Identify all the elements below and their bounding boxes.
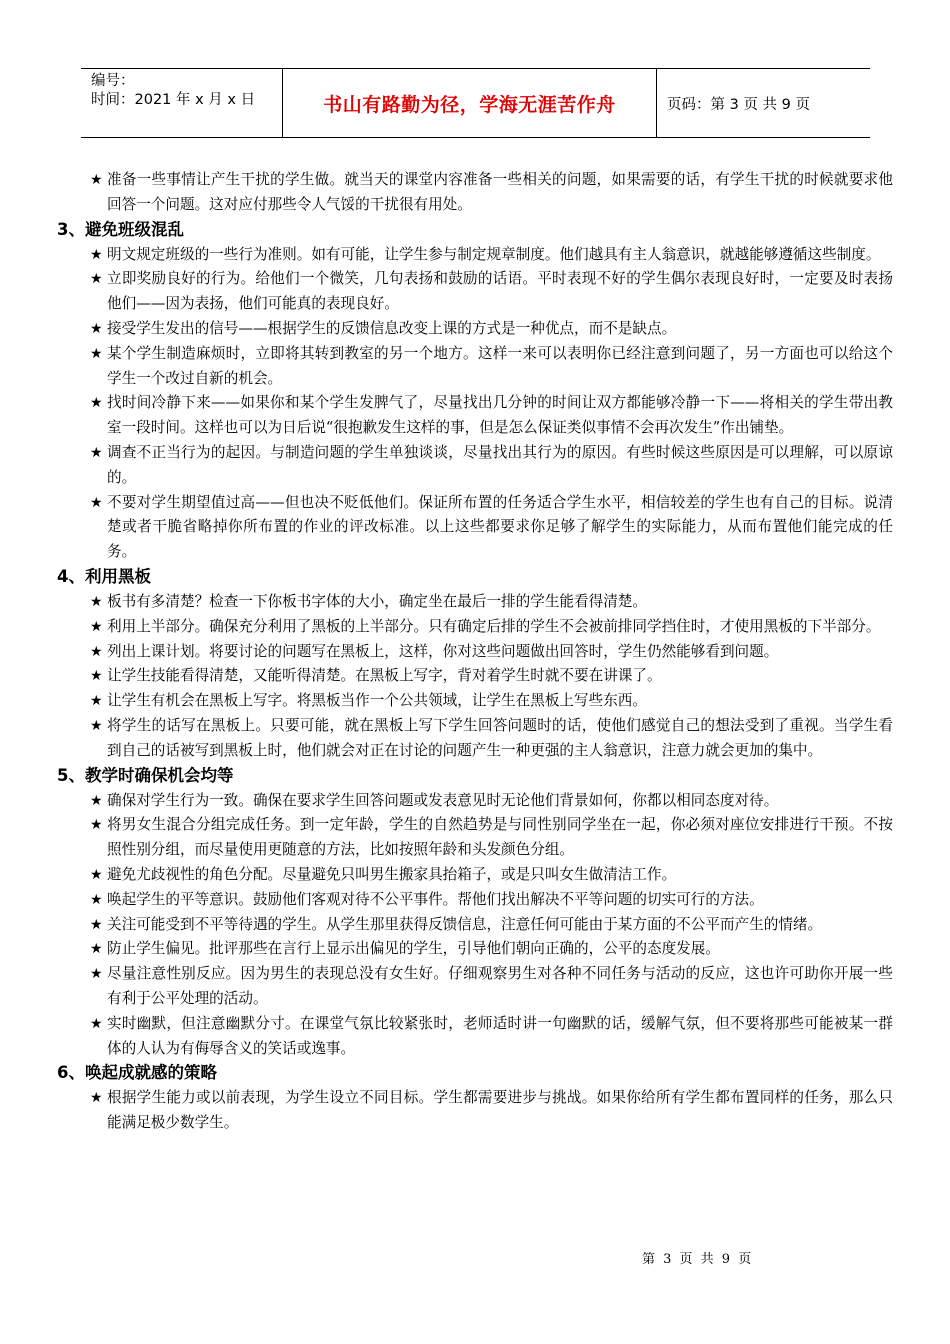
item-text: 关注可能受到不平等待遇的学生。从学生那里获得反馈信息，注意任何可能由于某方面的不公平而产生的情绪。 xyxy=(107,915,823,933)
list-item xyxy=(57,962,893,1012)
list-item xyxy=(57,391,893,441)
header-page-label: 页码：第 3 页 共 9 页 xyxy=(667,96,810,113)
item-text: 让学生有机会在黑板上写字。将黑板当作一个公共领域，让学生在黑板上写些东西。 xyxy=(107,692,647,710)
list-item xyxy=(57,640,893,665)
star-bullet-icon: ★ xyxy=(90,345,103,362)
list-item xyxy=(57,491,893,565)
section-heading: 4、利用黑板 xyxy=(57,566,151,586)
page-footer: 第 3 页 共 9 页 xyxy=(642,1252,752,1267)
star-bullet-icon: ★ xyxy=(90,891,103,908)
star-bullet-icon: ★ xyxy=(90,271,103,288)
header-motto-cell xyxy=(283,69,657,137)
list-item xyxy=(57,863,893,888)
star-bullet-icon: ★ xyxy=(90,1090,103,1107)
star-bullet-icon: ★ xyxy=(90,618,103,635)
star-bullet-icon: ★ xyxy=(90,866,103,883)
list-item xyxy=(57,913,893,938)
list-item xyxy=(57,664,893,689)
item-text: 板书有多清楚？检查一下你板书字体的大小，确定坐在最后一排的学生能看得清楚。 xyxy=(107,592,647,610)
list-item xyxy=(57,789,893,814)
star-bullet-icon: ★ xyxy=(90,320,103,337)
star-bullet-icon: ★ xyxy=(90,172,103,188)
document-number-label: 编号： xyxy=(91,73,135,89)
star-bullet-icon: ★ xyxy=(90,916,103,933)
list-item xyxy=(57,590,893,615)
header-motto: 书山有路勤为径，学海无涯苦作舟 xyxy=(323,93,616,116)
list-item xyxy=(57,1086,893,1136)
section-heading: 6、唤起成就感的策略 xyxy=(57,1063,217,1083)
document-body xyxy=(57,168,893,1136)
star-bullet-icon: ★ xyxy=(90,643,103,660)
list-item xyxy=(57,267,893,317)
item-text: 避免尤歧视性的角色分配。尽量避免只叫男生搬家具抬箱子，或是只叫女生做清洁工作。 xyxy=(107,865,677,883)
list-item xyxy=(57,813,893,863)
list-item xyxy=(57,615,893,640)
star-bullet-icon: ★ xyxy=(90,941,103,958)
list-item xyxy=(57,1012,893,1062)
list-item xyxy=(57,714,893,764)
star-bullet-icon: ★ xyxy=(90,693,103,710)
item-text: 让学生技能看得清楚，又能听得清楚。在黑板上写字，背对着学生时就不要在讲课了。 xyxy=(107,667,662,685)
item-text: 立即奖励良好的行为。给他们一个微笑，几句表扬和鼓励的话语。平时表现不好的学生偶尔表现良好时，一定要及时表扬他们——因为表扬，他们可能真的表现良好。 xyxy=(107,270,893,313)
star-bullet-icon: ★ xyxy=(90,494,103,511)
item-text: 某个学生制造麻烦时，立即将其转到教室的另一个地方。这样一来可以表明你已经注意到问题了，另一方面也可以给这个学生一个改过自新的机会。 xyxy=(107,344,893,387)
header-page-cell xyxy=(657,69,870,137)
star-bullet-icon: ★ xyxy=(90,668,103,685)
item-text: 实时幽默，但注意幽默分寸。在课堂气氛比较紧张时，老师适时讲一句幽默的话，缓解气氛，但不要将那些可能被某一群体的人认为有侮辱含义的笑话或逸事。 xyxy=(107,1014,893,1057)
item-text: 根据学生能力或以前表现，为学生设立不同目标。学生都需要进步与挑战。如果你给所有学生都布置同样的任务，那么只能满足极少数学生。 xyxy=(107,1089,893,1132)
list-item xyxy=(57,317,893,342)
item-text: 接受学生发出的信号——根据学生的反馈信息改变上课的方式是一种优点，而不是缺点。 xyxy=(107,319,677,337)
item-text: 确保对学生行为一致。确保在要求学生回答问题或发表意见时无论他们背景如何，你都以相同态度对待。 xyxy=(107,791,779,809)
star-bullet-icon: ★ xyxy=(90,792,103,809)
star-bullet-icon: ★ xyxy=(90,395,103,412)
item-text: 尽量注意性别反应。因为男生的表现总没有女生好。仔细观察男生对各种不同任务与活动的反应，这也许可助你开展一些有利于公平处理的活动。 xyxy=(107,965,893,1007)
star-bullet-icon: ★ xyxy=(90,1015,103,1032)
star-bullet-icon: ★ xyxy=(90,593,103,610)
item-text: 列出上课计划。将要讨论的问题写在黑板上，这样，你对这些问题做出回答时，学生仍然能够看到问题。 xyxy=(107,642,779,660)
section-heading: 5、教学时确保机会均等 xyxy=(57,765,234,785)
item-text: 找时间冷静下来——如果你和某个学生发脾气了，尽量找出几分钟的时间让双方都能够冷静一下——将相关的学生带出教室一段时间。这样也可以为日后说“很抱歉发生这样的事，但是怎么保证类似事情不会再次发生”作出铺垫。 xyxy=(107,394,893,437)
page-header xyxy=(81,68,870,138)
item-text: 不要对学生期望值过高——但也决不贬低他们。保证所布置的任务适合学生水平，相信较差的学生也有自己的目标。说清楚或者干脆省略掉你所布置的作业的评改标准。以上这些都要求你足够了解学生的实际能力，从而布置他们能完成的任务。 xyxy=(107,493,893,561)
item-text: 防止学生偏见。批评那些在言行上显示出偏见的学生，引导他们朝向正确的，公平的态度发展。 xyxy=(107,940,720,958)
item-text: 将学生的话写在黑板上。只要可能，就在黑板上写下学生回答问题时的话，使他们感觉自己的想法受到了重视。当学生看到自己的话被写到黑板上时，他们就会对正在讨论的问题产生一种更强的主人翁意识，注意力就会更加的集中。 xyxy=(107,716,893,759)
star-bullet-icon: ★ xyxy=(90,246,103,263)
list-item xyxy=(57,888,893,913)
section-heading: 3、避免班级混乱 xyxy=(57,219,184,239)
item-text: 将男女生混合分组完成任务。到一定年龄，学生的自然趋势是与同性别同学坐在一起，你必须对座位安排进行干预。不按照性别分组，而尽量使用更随意的方法，比如按照年龄和头发颜色分组。 xyxy=(107,816,893,859)
star-bullet-icon: ★ xyxy=(90,717,103,734)
document-time-label: 时间：2021 年 x 月 x 日 xyxy=(91,92,256,108)
header-meta xyxy=(81,69,283,137)
list-item xyxy=(57,937,893,962)
item-text: 明文规定班级的一些行为准则。如有可能，让学生参与制定规章制度。他们越具有主人翁意识，就越能够遵循这些制度。 xyxy=(107,245,881,263)
list-item xyxy=(57,689,893,714)
list-item xyxy=(57,168,893,218)
item-text: 利用上半部分。确保充分利用了黑板的上半部分。只有确定后排的学生不会被前排同学挡住时，才使用黑板的下半部分。 xyxy=(107,617,881,635)
list-item xyxy=(57,243,893,268)
star-bullet-icon: ★ xyxy=(90,966,103,983)
item-text: 准备一些事情让产生干扰的学生做。就当天的课堂内容准备一些相关的问题，如果需要的话，有学生干扰的时候就要求他回答一个问题。这对应付那些令人气馁的干扰很有用处。 xyxy=(107,171,893,213)
list-item xyxy=(57,441,893,491)
star-bullet-icon: ★ xyxy=(90,444,103,461)
item-text: 调查不正当行为的起因。与制造问题的学生单独谈谈，尽量找出其行为的原因。有些时候这些原因是可以理解，可以原谅的。 xyxy=(107,443,893,486)
star-bullet-icon: ★ xyxy=(90,817,103,834)
list-item xyxy=(57,342,893,392)
item-text: 唤起学生的平等意识。鼓励他们客观对待不公平事件。帮他们找出解决不平等问题的切实可行的方法。 xyxy=(107,890,764,908)
